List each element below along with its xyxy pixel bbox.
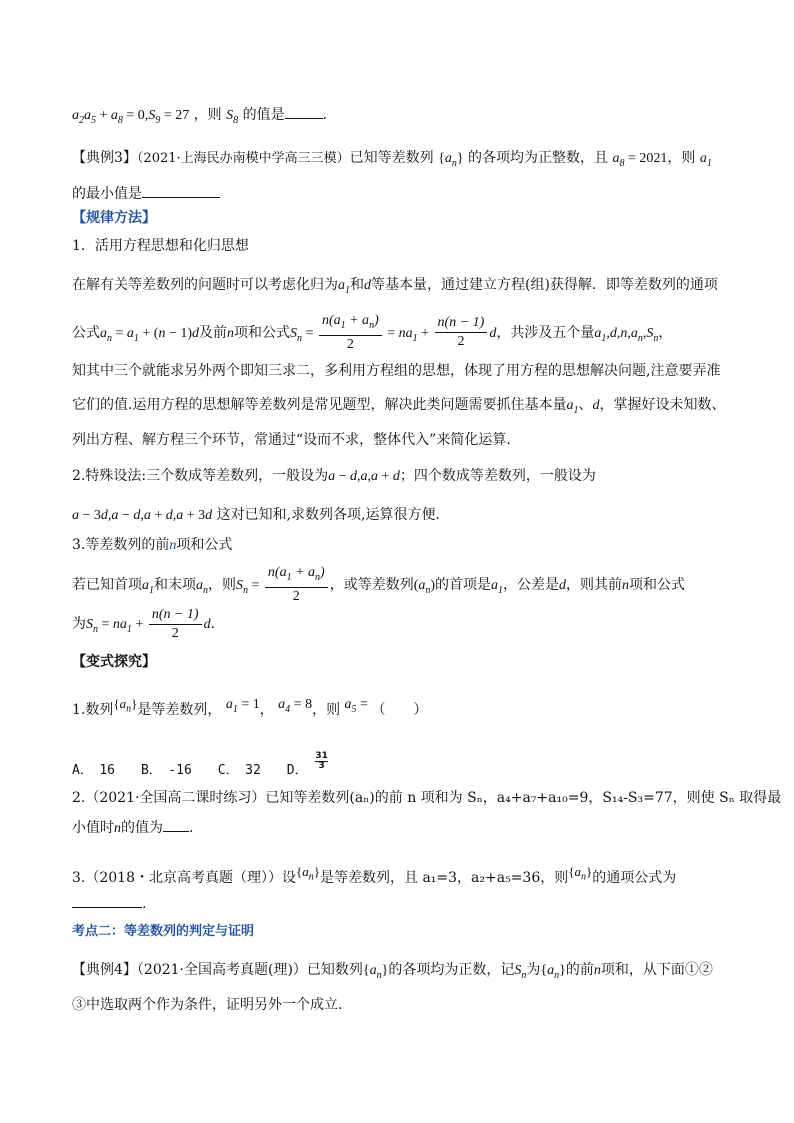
formula-sequence: $\{a_n\}$ bbox=[296, 864, 320, 883]
method-1-para-4 bbox=[72, 395, 725, 421]
formula-d: d bbox=[364, 278, 371, 293]
option-d-fraction[interactable]: $\frac{31}{3}$ bbox=[315, 751, 328, 771]
method-heading: 【规律方法】 bbox=[72, 210, 156, 226]
text: 的各项均为正整数，且 bbox=[468, 150, 609, 166]
text: 3.等差数列的前 bbox=[72, 537, 170, 553]
text: 项和，从下面①② bbox=[600, 962, 713, 978]
text: ，则 bbox=[312, 702, 341, 718]
question-2-line-2: 小值时n的值为 . bbox=[72, 817, 193, 839]
text: 的值为 bbox=[121, 820, 163, 836]
method-2-para-2 bbox=[72, 505, 440, 526]
formula-a5: $a_5$ = bbox=[344, 697, 372, 715]
text: 的通项公式为 bbox=[592, 870, 677, 886]
formula-a1: $a_1$ bbox=[699, 151, 712, 169]
text: 及前 bbox=[199, 324, 228, 341]
formula-a1: $a_1$ bbox=[491, 577, 504, 596]
text: 和 bbox=[350, 277, 364, 293]
text: ，公差是 bbox=[503, 576, 560, 593]
example-3-line-1 bbox=[72, 148, 712, 174]
line-given-conditions: $a_2a_5 + a_8 = 0,S_9 = 27$ ，则 $S_8$ 的值是 . bbox=[72, 104, 327, 131]
text: 【典例4】（2021·全国高考真题(理)）已知数列 bbox=[72, 962, 363, 978]
text: 是等差数列，且 a₁=3，a₂+a₅=36，则 bbox=[320, 870, 569, 886]
answer-blank[interactable] bbox=[142, 183, 220, 198]
text: 3.（2018・北京高考真题（理））设 bbox=[72, 870, 296, 886]
formula-sequence: $\{a_n\}$ bbox=[362, 963, 389, 981]
formula-sn: $S_n$ = bbox=[236, 577, 263, 596]
text: 的前 bbox=[565, 962, 594, 978]
formula-n: n bbox=[622, 577, 630, 593]
formula-a4: $a_4 = 8$ bbox=[278, 697, 313, 715]
text: 它们的值.运用方程的思想解等差数列是常见题型，解决此类问题需要抓住基本量 bbox=[72, 397, 567, 413]
example-4-line-2: ③中选取两个作为条件，证明另外一个成立. bbox=[72, 997, 343, 1013]
question-3-line-2: . bbox=[72, 893, 146, 914]
text: 的最小值是 bbox=[72, 186, 142, 202]
text: 在解有关等差数列的问题时可以考虑化归为 bbox=[72, 277, 338, 293]
text: 的首项是 bbox=[435, 576, 492, 593]
method-1-title: 1．活用方程思想和化归思想 bbox=[72, 238, 249, 254]
formula-an: $a_n$ bbox=[196, 577, 208, 596]
method-3-para-2: 为$S_n = na_1$ + $\frac{n(n - 1)}{2}$ d. bbox=[72, 606, 216, 641]
text: ，共涉及五个量 bbox=[496, 324, 595, 341]
text: 若已知首项 bbox=[72, 576, 142, 593]
formula-n: n bbox=[227, 325, 235, 341]
options-text[interactable]: A． 16 B． -16 C． 32 D． bbox=[72, 763, 308, 778]
text: 2.特殊设法:三个数成等差数列，一般设为 bbox=[72, 468, 329, 484]
formula-general-term: $a_n = a_1 + (n - 1)d$ bbox=[100, 325, 200, 344]
formula-n: n bbox=[593, 963, 601, 978]
method-3-title bbox=[72, 535, 232, 556]
formula-a1: $a_1 = 1$ bbox=[225, 697, 260, 715]
text: ，则 bbox=[193, 107, 222, 123]
text: 是等差数列， bbox=[137, 702, 222, 718]
text: ，则 bbox=[208, 576, 236, 593]
text: 为 bbox=[72, 616, 86, 632]
formula-given: $a_2a_5 + a_8 = 0,S_9 = 27$ bbox=[72, 108, 190, 126]
question-1-options bbox=[72, 752, 328, 781]
example-tag: 【典例3】 bbox=[72, 150, 137, 166]
formula-sequence: $\{a_n\}$ bbox=[568, 864, 593, 883]
formula-three-terms: a − d,a,a + d bbox=[328, 469, 400, 484]
answer-blank[interactable] bbox=[163, 817, 189, 832]
answer-paren[interactable]: （ ） bbox=[371, 702, 428, 718]
answer-blank[interactable] bbox=[285, 104, 323, 119]
formula-sequence: $(a_n)$ bbox=[413, 577, 436, 596]
formula-a1: $a_1$ bbox=[142, 577, 154, 596]
formula-sn: $S_n = na_1$ + bbox=[86, 617, 147, 635]
formula-a1: $a_1$ bbox=[338, 278, 350, 296]
question-3-line-1 bbox=[72, 862, 676, 888]
formula-d: d bbox=[559, 577, 567, 593]
method-1-para-3: 知其中三个就能求另外两个即知三求二，多利用方程组的思想，体现了用方程的思想解决问题,注意要弄准 bbox=[72, 363, 721, 379]
question-2-line-1: 2.（2021·全国高二课时练习）已知等差数列(aₙ)的前 n 项和为 Sₙ，a₄+a₇+a₁₀=9，S₁₄-S₃=77，则使 Sₙ 取得最 bbox=[72, 790, 782, 806]
text: ，掌握好设未知数、 bbox=[599, 397, 726, 413]
method-1-para-2: 公式$a_n = a_1 + (n - 1)d$及前n项和公式$S_n$ = $\frac{n(a_1 + a_n)}{2}$ = $na_1$ + $\frac{n(n - 1)}{2}$ d，共涉及五个量$a_1,d,n,a_n,S_n$， bbox=[72, 313, 673, 352]
text: 小值时 bbox=[72, 820, 114, 836]
example-4-line-1 bbox=[72, 960, 713, 986]
text: ，或等差数列 bbox=[329, 576, 414, 593]
formula-s8: $S_8$ bbox=[226, 108, 239, 126]
text: 的各项均为正数，记 bbox=[388, 962, 515, 978]
formula-sequence: $\{a_n\}$ bbox=[113, 696, 138, 715]
formula-sequence: $\{a_n\}$ bbox=[540, 963, 566, 981]
formula-sequence: $\{a_n\}$ bbox=[438, 151, 464, 169]
text: 等基本量，通过建立方程(组)获得解．即等差数列的通项 bbox=[371, 277, 718, 293]
fraction-sum: $\frac{n(a_1 + a_n)}{2}$ bbox=[319, 312, 382, 354]
method-1-para-1 bbox=[72, 275, 718, 301]
method-1-para-5: 列出方程、解方程三个环节，常通过“设而不求，整体代入”来简化运算． bbox=[72, 432, 521, 448]
text: 项和公式 bbox=[234, 324, 291, 341]
text: 的值是 bbox=[242, 107, 285, 123]
point-2-heading: 考点二：等差数列的判定与证明 bbox=[72, 924, 255, 939]
text: 项和公式 bbox=[176, 537, 233, 553]
text: ；四个数成等差数列，一般设为 bbox=[399, 468, 596, 484]
text: 项和公式 bbox=[629, 576, 686, 593]
formula-four-terms: a − 3d,a − d,a + d,a + 3d bbox=[72, 508, 213, 523]
formula-a8: $a_8 = 2021$ bbox=[612, 151, 668, 169]
formula-n: n bbox=[114, 821, 121, 836]
formula-sn: $S_n$ bbox=[514, 963, 527, 981]
text: ，则其前 bbox=[566, 576, 623, 593]
example-source: （2021·上海民办南模中学高三三模） bbox=[136, 151, 350, 166]
fraction-sum: $\frac{n(a_1 + a_n)}{2}$ bbox=[265, 564, 328, 606]
formula-basics: $a_1$、d bbox=[566, 398, 600, 416]
text: 已知等差数列 bbox=[349, 150, 434, 166]
text: 公式 bbox=[72, 324, 100, 341]
fraction-sum-2: $\frac{n(n - 1)}{2}$ bbox=[435, 314, 488, 351]
example-3-line-2 bbox=[72, 183, 220, 204]
fraction-sum-2: $\frac{n(n - 1)}{2}$ bbox=[149, 606, 202, 643]
text: 和末项 bbox=[154, 576, 196, 593]
formula-n: n bbox=[169, 538, 177, 553]
formula-five-quantities: $a_1,d,n,a_n,S_n$ bbox=[594, 325, 659, 344]
method-2-para-1 bbox=[72, 466, 596, 487]
variant-heading: 【变式探究】 bbox=[72, 654, 156, 670]
text: 为 bbox=[526, 962, 541, 978]
formula-sn: $S_n$ = bbox=[290, 325, 317, 344]
text: ，则 bbox=[667, 150, 696, 166]
text: 这对已知和,求数列各项,运算很方便. bbox=[216, 507, 440, 523]
answer-blank[interactable] bbox=[72, 893, 142, 908]
text: 1.数列 bbox=[72, 702, 114, 718]
question-1: 1.数列$\{a_n\}$是等差数列， $a_1 = 1$， $a_4 = 8$，则 $a_5$ = （ ） bbox=[72, 696, 428, 718]
